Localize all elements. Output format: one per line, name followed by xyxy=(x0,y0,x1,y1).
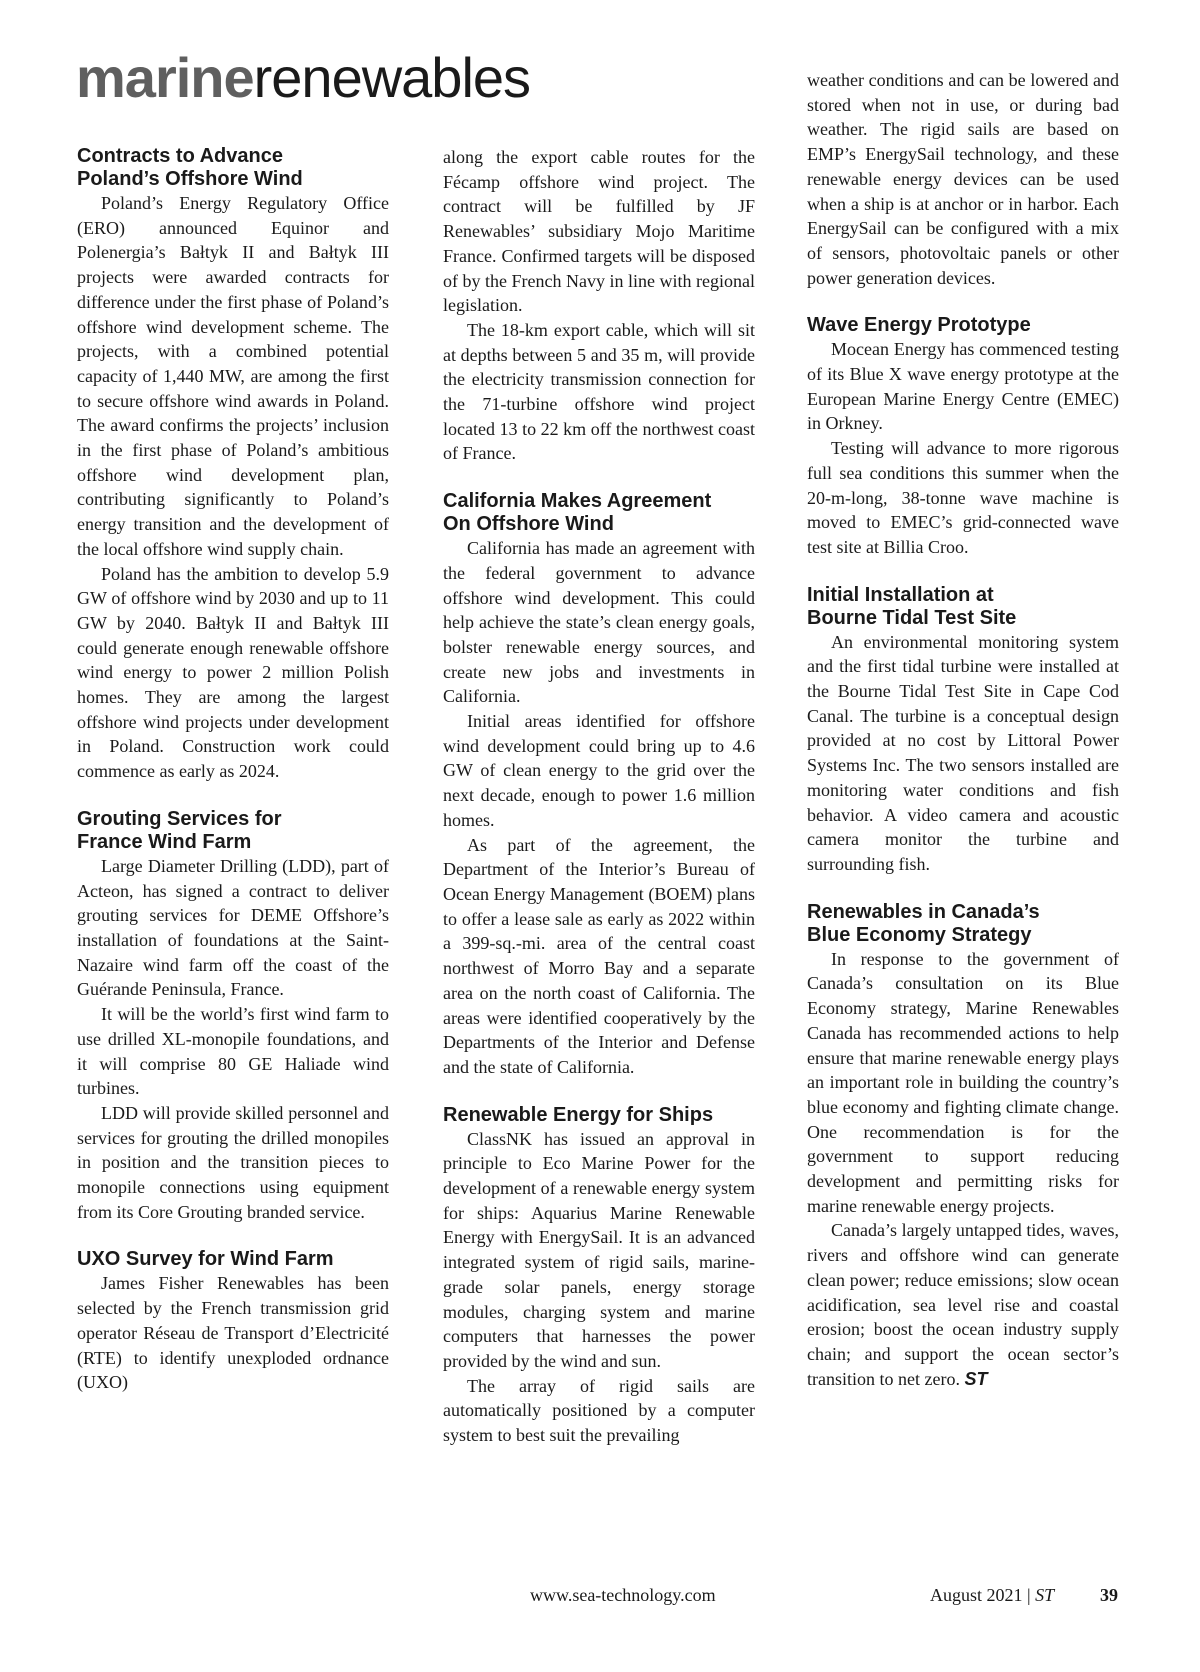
article-title xyxy=(443,490,755,536)
article-ships xyxy=(443,1104,755,1448)
title-line: Blue Economy Strategy xyxy=(807,923,1032,946)
article-paragraph: along the export cable routes for the Fécamp offshore wind project. The contract will be fulfilled by JF Renewables’ subsidiary Mojo Maritime France. Confirmed targets will be disposed of by the French Navy in line with regional legislation. xyxy=(443,147,755,316)
publication-abbrev: ST xyxy=(1035,1585,1055,1605)
title-line: Bourne Tidal Test Site xyxy=(807,606,1017,629)
article-paragraph: An environmental monitoring system and the first tidal turbine were installed at the Bourne Tidal Test Site in Cape Cod Canal. The turbine is a conceptual design provided at no cost by Littoral Power Systems Inc. The two sensors installed are monitoring water conditions and fish behavior. A video camera and acoustic camera monitor the turbine and surrounding fish. xyxy=(807,631,1119,874)
title-line: France Wind Farm xyxy=(77,830,252,853)
article-paragraph: California has made an agreement with the federal government to advance offshore wind development. This could help achieve the state’s clean energy goals, bolster renewable energy sources, and create new jobs and investments in California. xyxy=(443,538,755,707)
footer-url[interactable]: www.sea-technology.com xyxy=(530,1585,716,1605)
issue-date: August 2021 | xyxy=(930,1585,1031,1605)
page-number: 39 xyxy=(1100,1585,1118,1605)
article-title xyxy=(443,1104,755,1127)
article-paragraph: As part of the agreement, the Department of the Interior’s Bureau of Ocean Energy Management (BOEM) plans to offer a lease sale as early as 2022 within a 399-sq.-mi. area of the central coast northwest of Morro Bay and a separate area on the north coast of California. The areas were identified cooperatively by the Departments of the Interior and Defense and the state of California. xyxy=(443,834,755,1077)
article-title xyxy=(807,584,1119,630)
article-paragraph: ClassNK has issued an approval in principle to Eco Marine Power for the development of a renewable energy system for ships: Aquarius Marine Renewable Energy with EnergySail. It is an advanced integrated system of rigid sails, marine-grade solar panels, energy storage modules, charging system and marine computers that harnesses the power provided by the wind and sun. xyxy=(443,1128,755,1371)
article-grouting xyxy=(77,808,389,1225)
title-line: Wave Energy Prototype xyxy=(807,314,1031,337)
page-footer xyxy=(0,1582,1200,1608)
article-paragraph: The 18-km export cable, which will sit at depths between 5 and 35 m, will provide the electricity transmission connection for the 71-turbine offshore wind project located 13 to 22 km off the northwest coast of France. xyxy=(443,319,755,464)
title-line: Poland’s Offshore Wind xyxy=(77,168,303,190)
end-mark: ST xyxy=(964,1368,988,1389)
title-line: UXO Survey for Wind Farm xyxy=(77,1248,334,1271)
article-wave xyxy=(807,314,1119,559)
article-paragraph: weather conditions and can be lowered and stored when not in use, or during bad weather. The rigid sails are based on EMP’s EnergySail technology, and these renewable energy devices can be used when a ship is at anchor or in harbor. Each EnergySail can be configured with a mix of sensors, photovoltaic panels or other power generation devices. xyxy=(807,70,1119,288)
article-paragraph: LDD will provide skilled personnel and services for grouting the drilled monopiles in position and the transition pieces to monopile connections using equipment from its Core Grouting branded service. xyxy=(77,1102,389,1222)
article-paragraph: Testing will advance to more rigorous full sea conditions this summer when the 20-m-long, 38-tonne wave machine is moved to EMEC’s grid-connected wave test site at Billia Croo. xyxy=(807,438,1119,557)
title-line: Renewables in Canada’s xyxy=(807,900,1040,923)
article-title xyxy=(807,314,1119,337)
article-title xyxy=(77,808,389,854)
article-title xyxy=(77,145,389,191)
article-paragraph: Poland has the ambition to develop 5.9 GW of offshore wind by 2030 and up to 11 GW by 2040. Bałtyk II and Bałtyk III could generate enough renewable offshore wind energy to power 2 million Polish homes. They are among the largest offshore wind projects under development in Poland. Construction work could commence as early as 2024. xyxy=(77,563,389,782)
article-paragraph: James Fisher Renewables has been selected by the French transmission grid operator Réseau de Transport d’Electricité (RTE) to identify unexploded ordnance (UXO) xyxy=(77,1273,389,1393)
article-uxo-continued xyxy=(443,145,755,466)
article-paragraph: Poland’s Energy Regulatory Office (ERO) announced Equinor and Polenergia’s Bałtyk II and Bałtyk III projects were awarded contracts for difference under the first phase of Poland’s offshore wind development scheme. The projects, with a combined potential capacity of 1,440 MW, are among the first to secure offshore wind awards in Poland. The award confirms the projects’ inclusion in the first phase of Poland’s ambitious offshore wind development plan, contributing significantly to Poland’s energy transition and the development of the local offshore wind supply chain. xyxy=(77,193,389,559)
paragraph-text: Canada’s largely untapped tides, waves, rivers and offshore wind can generate clean power; reduce emissions; slow ocean acidification, sea level rise and coastal erosion; boost the ocean industry supply chain; and support the ocean sector’s transition to net zero. xyxy=(807,1220,1119,1389)
masthead-bold-word: marine xyxy=(76,46,254,109)
article-ships-continued xyxy=(807,68,1119,290)
title-line: On Offshore Wind xyxy=(443,513,614,536)
article-canada xyxy=(807,901,1119,1392)
article-uxo xyxy=(77,1248,389,1395)
title-line: Initial Installation at xyxy=(807,583,994,606)
title-line: Renewable Energy for Ships xyxy=(443,1103,714,1126)
article-paragraph xyxy=(807,1218,1119,1391)
article-paragraph: It will be the world’s first wind farm to use drilled XL-monopile foundations, and it will comprise 80 GE Haliade wind turbines. xyxy=(77,1004,389,1099)
article-title xyxy=(77,1248,389,1271)
section-masthead xyxy=(76,46,530,110)
article-paragraph: Mocean Energy has commenced testing of its Blue X wave energy prototype at the European Marine Energy Centre (EMEC) in Orkney. xyxy=(807,339,1119,434)
column-1 xyxy=(77,145,389,1395)
article-paragraph: In response to the government of Canada’s consultation on its Blue Economy strategy, Marine Renewables Canada has recommended actions to help ensure that marine renewable energy plays an important role in building the country’s blue economy and fighting climate change. One recommendation is for the government to support reducing development and permitting risks for marine renewable energy projects. xyxy=(807,948,1119,1216)
article-california xyxy=(443,490,755,1079)
article-title xyxy=(807,901,1119,947)
title-line: California Makes Agreement xyxy=(443,490,712,513)
article-paragraph: Initial areas identified for offshore wind development could bring up to 4.6 GW of clean energy to the grid over the next decade, enough to power 1.6 million homes. xyxy=(443,711,755,830)
article-paragraph: Large Diameter Drilling (LDD), part of Acteon, has signed a contract to deliver grouting services for DEME Offshore’s installation of foundations at the Saint-Nazaire wind farm off the coast of the Guérande Peninsula, France. xyxy=(77,855,389,1000)
article-poland xyxy=(77,145,389,784)
column-3 xyxy=(807,68,1119,1391)
article-paragraph: The array of rigid sails are automatically positioned by a computer system to best suit the prevailing xyxy=(443,1375,755,1446)
masthead-light-word: renewables xyxy=(253,46,531,109)
column-2 xyxy=(443,145,755,1448)
title-line: Contracts to Advance xyxy=(77,145,283,167)
article-bourne xyxy=(807,584,1119,877)
title-line: Grouting Services for xyxy=(77,807,282,830)
footer-issue xyxy=(930,1582,1054,1608)
